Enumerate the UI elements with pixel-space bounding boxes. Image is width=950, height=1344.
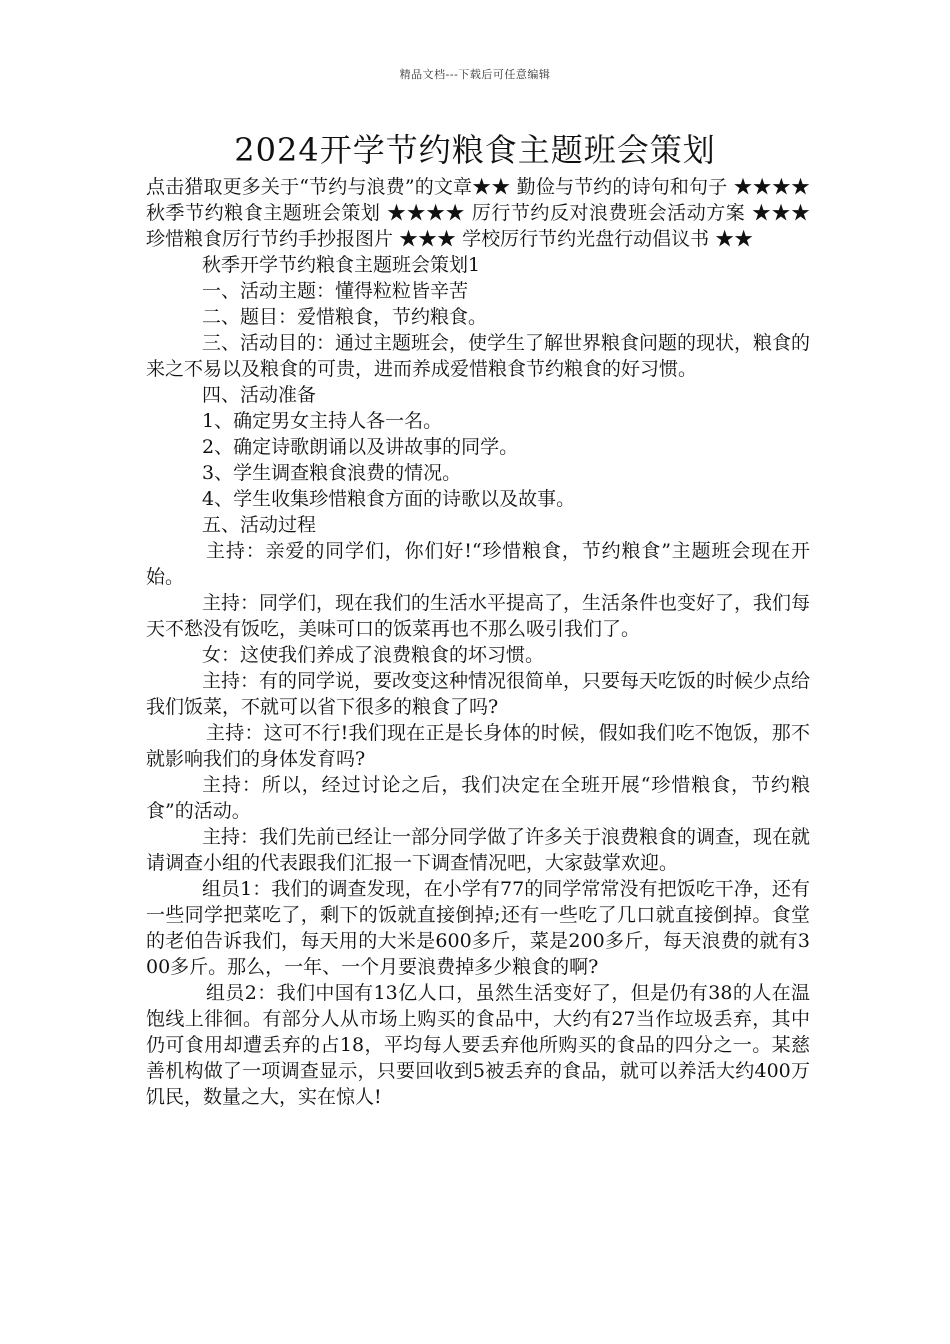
paragraph-member-2-report: 组员2：我们中国有13亿人口，虽然生活变好了，但是仍有38的人在温饱线上徘徊。有部分人从市场上购买的食品中，大约有27当作垃圾丢弃，其中仍可食用却遭丢弃的占18，平均每人要丢弃他所购买的食品的四分之一。某慈善机构做了一项调查显示，只要回收到5被丢弃的食品，就可以养活大约400万饥民，数量之大，实在惊人!	[146, 982, 810, 1108]
header-note: 精品文档---下载后可任意编辑	[399, 68, 551, 81]
section-subtitle: 秋季开学节约粮食主题班会策划1	[202, 254, 481, 276]
paragraph-process-heading: 五、活动过程	[202, 514, 317, 536]
paragraph-female-host: 女：这使我们养成了浪费粮食的坏习惯。	[202, 644, 545, 666]
paragraph-activity-theme: 一、活动主题：懂得粒粒皆辛苦	[202, 280, 469, 302]
paragraph-preparation-heading: 四、活动准备	[202, 384, 317, 406]
paragraph-host-survey-intro: 主持：我们先前已经让一部分同学做了许多关于浪费粮食的调查，现在就请调查小组的代表跟我们汇报一下调查情况吧，大家鼓掌欢迎。	[146, 826, 811, 874]
paragraph-prep-item-1: 1、确定男女主持人各一名。	[202, 410, 443, 432]
document-body	[146, 174, 810, 1110]
paragraph-member-1-report: 组员1：我们的调查发现，在小学有77的同学常常没有把饭吃干净，还有一些同学把菜吃了，剩下的饭就直接倒掉;还有一些吃了几口就直接倒掉。食堂的老伯告诉我们，每天用的大米是600多斤，菜是200多斤，每天浪费的就有300多斤。那么，一年、一个月要浪费掉多少粮食的啊?	[146, 878, 810, 978]
paragraph-host-classmates-say: 主持：有的同学说，要改变这种情况很简单，只要每天吃饭的时候少点给我们饭菜，不就可以省下很多的粮食了吗?	[146, 670, 811, 718]
paragraph-prep-item-4: 4、学生收集珍惜粮食方面的诗歌以及故事。	[202, 488, 576, 510]
paragraph-host-opening: 主持：亲爱的同学们，你们好!“珍惜粮食，节约粮食”主题班会现在开始。	[146, 540, 810, 588]
paragraph-host-decision: 主持：所以，经过讨论之后，我们决定在全班开展“珍惜粮食，节约粮食”的活动。	[146, 774, 810, 822]
paragraph-activity-purpose: 三、活动目的：通过主题班会，使学生了解世界粮食问题的现状，粮食的来之不易以及粮食的可贵，进而养成爱惜粮食节约粮食的好习惯。	[146, 332, 811, 380]
paragraph-prep-item-2: 2、确定诗歌朗诵以及讲故事的同学。	[202, 436, 519, 458]
paragraph-host-growing: 主持：这可不行!我们现在正是长身体的时候，假如我们吃不饱饭，那不就影响我们的身体发育吗?	[146, 722, 810, 770]
intro-links-paragraph: 点击猎取更多关于“节约与浪费”的文章★★ 勤俭与节约的诗句和句子 ★★★★ 秋季节约粮食主题班会策划 ★★★★ 厉行节约反对浪费班会活动方案 ★★★ 珍惜粮食厉行节约手抄报图片 ★★★ 学校厉行节约光盘行动倡议书 ★★	[146, 176, 810, 250]
paragraph-topic: 二、题目：爱惜粮食，节约粮食。	[202, 306, 488, 328]
paragraph-prep-item-3: 3、学生调查粮食浪费的情况。	[202, 462, 462, 484]
document-title: 2024开学节约粮食主题班会策划	[234, 131, 716, 169]
paragraph-host-living-standard: 主持：同学们，现在我们的生活水平提高了，生活条件也变好了，我们每天不愁没有饭吃，美味可口的饭菜再也不那么吸引我们了。	[146, 592, 811, 640]
